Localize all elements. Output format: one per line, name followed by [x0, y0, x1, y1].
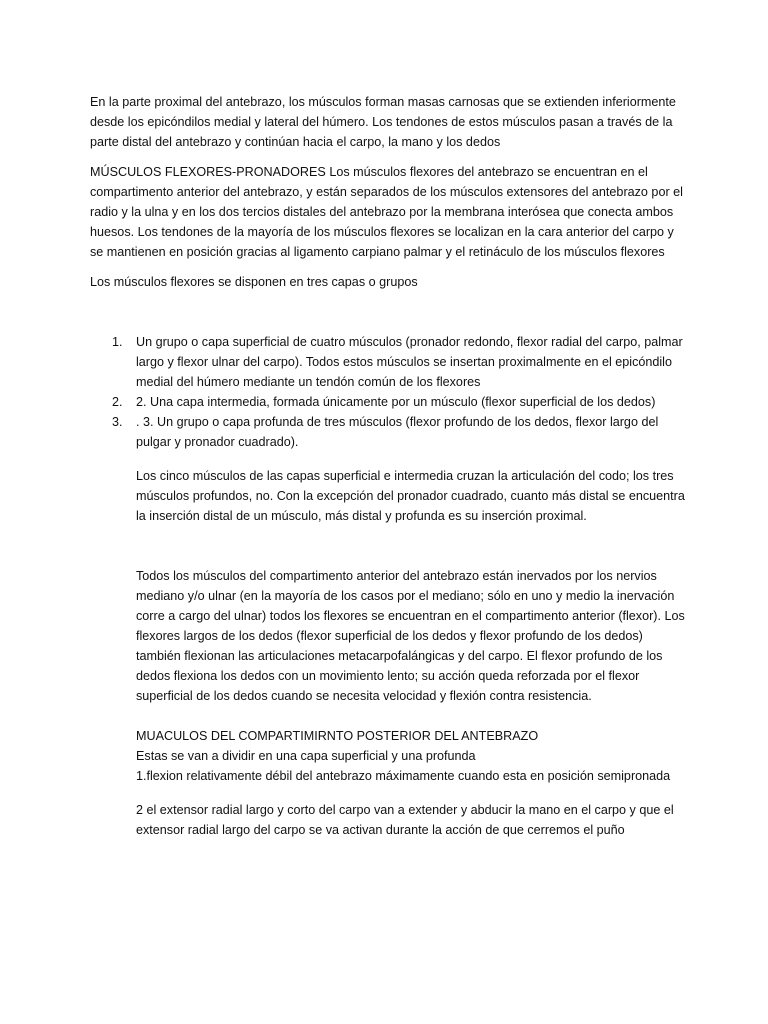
- list-item: [90, 332, 690, 392]
- line-capas-posterior: Estas se van a dividir en una capa superficial y una profunda: [136, 749, 476, 763]
- list-number: 2.: [112, 395, 123, 409]
- document-body: [90, 92, 690, 840]
- list-item-text: Un grupo o capa superficial de cuatro músculos (pronador redondo, flexor radial del carpo, palmar largo y flexor ulnar del carpo). Todos estos músculos se insertan proximalmente en el epicóndilo medial del húmero mediante un tendón común de los flexores: [136, 335, 683, 389]
- paragraph-extensor-radial: 2 el extensor radial largo y corto del carpo van a extender y abducir la mano en el carpo y que el extensor radial largo del carpo se va activan durante la acción de que cerremos el puño: [136, 803, 674, 837]
- list-item-text: . 3. Un grupo o capa profunda de tres músculos (flexor profundo de los dedos, flexor largo del pulgar y pronador cuadrado).: [136, 415, 659, 449]
- list-item: [90, 412, 690, 452]
- paragraph-cinco-musculos: Los cinco músculos de las capas superficial e intermedia cruzan la articulación del codo; los tres músculos profundos, no. Con la excepción del pronador cuadrado, cuanto más distal se encuentra la inserción distal de un músculo, más distal y profunda es su inserción proximal.: [136, 469, 685, 523]
- paragraph-intro: En la parte proximal del antebrazo, los músculos forman masas carnosas que se extienden inferiormente desde los epicóndilos medial y lateral del húmero. Los tendones de estos músculos pasan a través de la parte distal del antebrazo y continúan hacia el carpo, la mano y los dedos: [90, 95, 676, 149]
- paragraph-flexores-pronadores: MÚSCULOS FLEXORES-PRONADORES Los músculos flexores del antebrazo se encuentran en el compartimento anterior del antebrazo, y están separados de los músculos extensores del antebrazo por el radio y la ulna y en los dos tercios distales del antebrazo por la membrana interósea que conecta ambos huesos. Los tendones de la mayoría de los músculos flexores se localizan en la cara anterior del carpo y se mantienen en posición gracias al ligamento carpiano palmar y el retináculo de los músculos flexores: [90, 165, 683, 259]
- list-number: 3.: [112, 415, 123, 429]
- list-item: [90, 392, 690, 412]
- line-flexion: 1.flexion relativamente débil del antebrazo máximamente cuando esta en posición semipronada: [136, 769, 671, 783]
- paragraph-inervacion: Todos los músculos del compartimento anterior del antebrazo están inervados por los nervios mediano y/o ulnar (en la mayoría de los casos por el mediano; sólo en uno y medio la inervación corre a cargo del ulnar) todos los flexores se encuentran en el compartimento anterior (flexor). Los flexores largos de los dedos (flexor superficial de los dedos y flexor profundo de los dedos) también flexionan las articulaciones metacarpofalángicas y del carpo. El flexor profundo de los dedos flexiona los dedos con un movimiento lento; su acción queda reforzada por el flexor superficial de los dedos cuando se necesita velocidad y flexión contra resistencia.: [136, 569, 685, 703]
- list-item-text: 2. Una capa intermedia, formada únicamente por un músculo (flexor superficial de los dedos): [136, 395, 656, 409]
- paragraph-tres-capas: Los músculos flexores se disponen en tres capas o grupos: [90, 275, 418, 289]
- list-number: 1.: [112, 335, 123, 349]
- numbered-list: [90, 332, 690, 452]
- heading-compartimento-posterior: MUACULOS DEL COMPARTIMIRNTO POSTERIOR DEL ANTEBRAZO: [136, 729, 539, 743]
